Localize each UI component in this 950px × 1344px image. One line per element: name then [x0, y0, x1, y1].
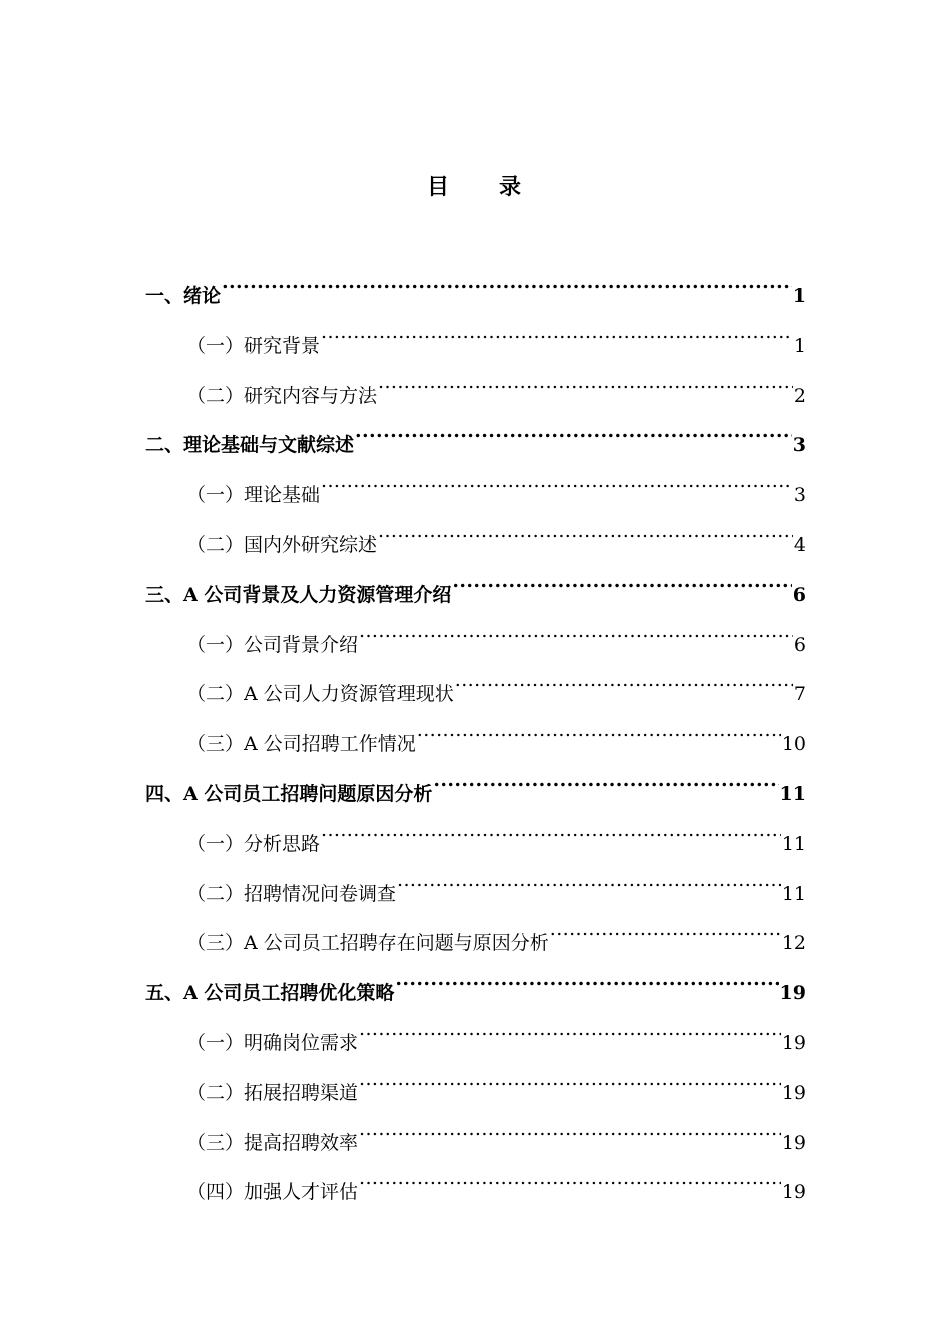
toc-dot-leader	[417, 710, 781, 750]
toc-entry-chapter-2[interactable]	[145, 411, 806, 461]
toc-entry-label: （四）加强人才评估	[187, 1181, 359, 1204]
toc-entry-label: （三）A 公司招聘工作情况	[187, 733, 416, 756]
toc-entry-section-1-2[interactable]	[145, 362, 806, 412]
toc-entry-section-1-1[interactable]	[145, 312, 806, 362]
toc-dot-leader	[397, 860, 781, 900]
toc-dot-leader	[359, 1009, 781, 1049]
toc-entry-label: 一、绪论	[145, 285, 222, 307]
toc-dot-leader	[359, 1109, 781, 1149]
toc-entry-label: （一）理论基础	[187, 484, 321, 507]
toc-entry-page: 4	[793, 533, 806, 556]
toc-dot-leader	[378, 511, 793, 551]
toc-entry-chapter-5[interactable]	[145, 959, 806, 1009]
toc-entry-label: 五、A 公司员工招聘优化策略	[145, 982, 395, 1005]
toc-entry-label: 二、理论基础与文献综述	[145, 434, 355, 457]
toc-dot-leader	[321, 810, 781, 850]
toc-entry-page: 3	[793, 484, 806, 507]
toc-dot-leader	[452, 561, 791, 601]
toc-entry-label: （二）拓展招聘渠道	[187, 1081, 359, 1104]
toc-entry-label: （二）研究内容与方法	[187, 384, 378, 407]
toc-entry-page: 1	[793, 334, 806, 357]
toc-entry-page: 7	[793, 683, 806, 706]
toc-entry-label: （一）明确岗位需求	[187, 1031, 359, 1054]
toc-entry-chapter-4[interactable]	[145, 760, 806, 810]
toc-entry-page: 11	[781, 832, 806, 855]
toc-entry-page: 10	[781, 733, 806, 756]
toc-entry-section-2-1[interactable]	[145, 461, 806, 511]
toc-entry-label: 三、A 公司背景及人力资源管理介绍	[145, 583, 452, 606]
toc-dot-leader	[359, 1059, 781, 1099]
toc-entry-section-2-2[interactable]	[145, 511, 806, 561]
toc-entry-section-5-2[interactable]	[145, 1059, 806, 1109]
toc-entry-section-4-3[interactable]	[145, 909, 806, 959]
toc-entry-label: （二）招聘情况问卷调查	[187, 882, 397, 905]
toc-entry-page: 6	[792, 583, 806, 606]
toc-dot-leader	[378, 362, 793, 402]
toc-dot-leader	[433, 760, 778, 800]
table-of-contents	[145, 262, 806, 1208]
toc-entry-page: 19	[781, 1131, 806, 1154]
toc-dot-leader	[355, 411, 792, 451]
toc-entry-section-5-4[interactable]	[145, 1158, 806, 1208]
toc-entry-page: 2	[793, 384, 806, 407]
toc-entry-page: 12	[781, 932, 806, 955]
toc-entry-page: 19	[781, 1031, 806, 1054]
toc-entry-chapter-3[interactable]	[145, 561, 806, 611]
toc-entry-label: （一）公司背景介绍	[187, 633, 359, 656]
toc-dot-leader	[359, 1158, 781, 1198]
toc-entry-page: 11	[781, 882, 806, 905]
toc-entry-label: 四、A 公司员工招聘问题原因分析	[145, 782, 433, 805]
toc-entry-label: （三）提高招聘效率	[187, 1131, 359, 1154]
toc-entry-section-3-2[interactable]	[145, 660, 806, 710]
toc-entry-section-4-1[interactable]	[145, 810, 806, 860]
toc-dot-leader	[222, 262, 792, 302]
toc-dot-leader	[395, 959, 778, 999]
toc-entry-label: （三）A 公司员工招聘存在问题与原因分析	[187, 932, 549, 955]
toc-entry-section-5-1[interactable]	[145, 1009, 806, 1059]
toc-dot-leader	[455, 660, 793, 700]
toc-entry-page: 19	[779, 982, 806, 1005]
toc-entry-section-3-3[interactable]	[145, 710, 806, 760]
toc-entry-page: 6	[793, 633, 806, 656]
toc-entry-label: （二）A 公司人力资源管理现状	[187, 683, 454, 706]
toc-dot-leader	[321, 312, 793, 352]
toc-entry-chapter-1[interactable]	[145, 262, 806, 312]
toc-dot-leader	[550, 909, 781, 949]
toc-entry-page: 3	[792, 434, 806, 457]
toc-entry-page: 19	[781, 1181, 806, 1204]
toc-entry-section-5-3[interactable]	[145, 1109, 806, 1159]
toc-entry-page: 19	[781, 1081, 806, 1104]
toc-entry-label: （一）分析思路	[187, 832, 321, 855]
toc-entry-label: （二）国内外研究综述	[187, 533, 378, 556]
toc-entry-section-3-1[interactable]	[145, 611, 806, 661]
page-title: 目 录	[426, 174, 523, 200]
toc-entry-section-4-2[interactable]	[145, 860, 806, 910]
toc-entry-label: （一）研究背景	[187, 334, 321, 357]
toc-dot-leader	[321, 461, 793, 501]
toc-entry-page: 1	[792, 285, 806, 307]
toc-dot-leader	[359, 611, 793, 651]
toc-entry-page: 11	[779, 782, 806, 805]
